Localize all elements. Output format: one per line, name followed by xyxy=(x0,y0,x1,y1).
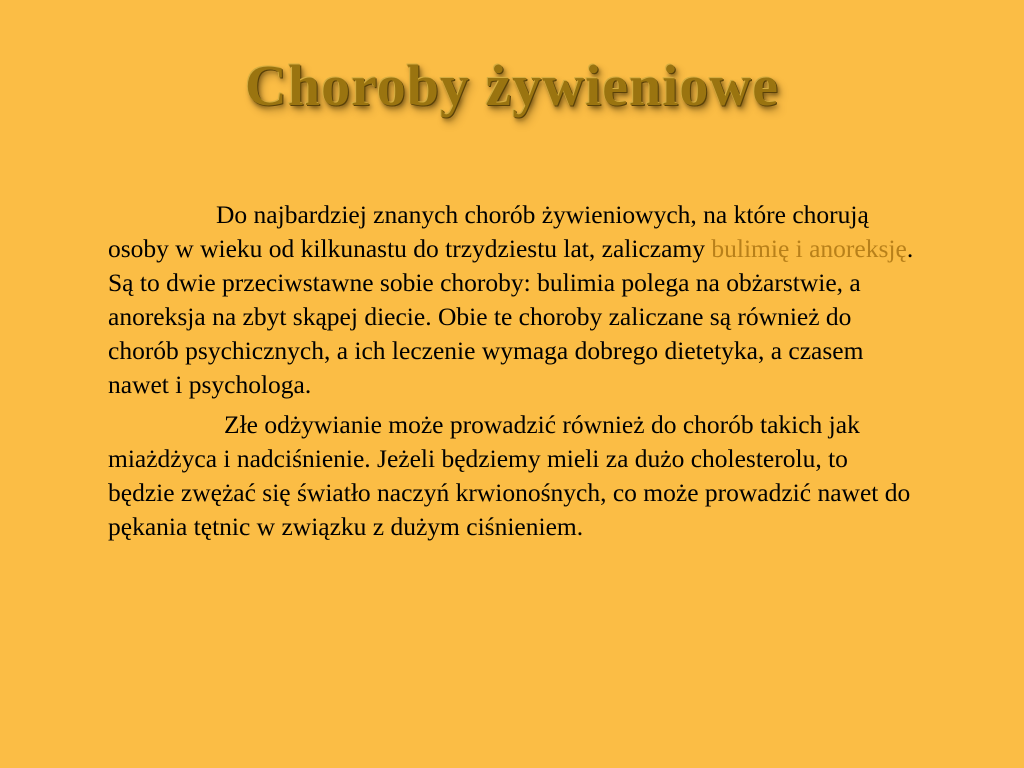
paragraph-1-text-end: . Są to dwie przeciwstawne sobie choroby: bulimia polega na obżarstwie, a anoreksja na zbyt skąpej diecie. Obie te choroby zaliczane są również do chorób psychicznych, a ich leczenie wymaga dobrego dietetyka, a czasem nawet i psychologa. xyxy=(108,234,914,399)
paragraph-1 xyxy=(108,198,916,402)
paragraph-2 xyxy=(108,408,916,544)
highlighted-text: bulimię i anoreksję xyxy=(711,234,907,263)
paragraph-2-text: Złe odżywianie może prowadzić również do chorób takich jak miażdżyca i nadciśnienie. Jeżeli będziemy mieli za dużo cholesterolu, to będzie zwężać się światło naczyń krwionośnych, co może prowadzić nawet do pękania tętnic w związku z dużym ciśnieniem. xyxy=(108,410,911,541)
slide-body xyxy=(108,198,916,550)
paragraph-1-text-start: Do najbardziej znanych chorób żywieniowych, na które chorują osoby w wieku od kilkunastu do trzydziestu lat, zaliczamy xyxy=(108,200,869,263)
slide-title: Choroby żywieniowe xyxy=(244,53,780,118)
